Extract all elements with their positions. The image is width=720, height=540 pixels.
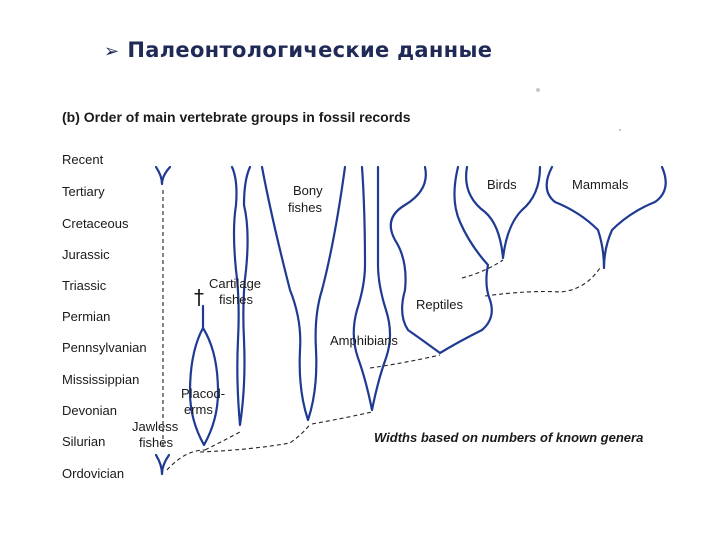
jawless-ordovician-branch <box>156 455 169 474</box>
era-label-devonian: Devonian <box>62 403 117 418</box>
label-cartilage-fishes-line1: Cartilage <box>209 276 262 291</box>
label-jawless-fishes-line1: Jawless <box>132 419 179 434</box>
era-label-recent: Recent <box>62 152 104 167</box>
lineage-placoderms <box>190 306 218 445</box>
label-amphibians: Amphibians <box>330 333 398 348</box>
group-labels <box>132 177 629 450</box>
label-bony-fishes-line1: Bony <box>293 183 323 198</box>
jawless-recent-branch <box>156 167 170 184</box>
lineage-reptiles <box>391 167 492 353</box>
label-reptiles: Reptiles <box>416 297 463 312</box>
widths-note: Widths based on numbers of known genera <box>374 430 644 445</box>
label-placoderms-line1: Placod- <box>181 386 226 401</box>
label-birds: Birds <box>487 177 517 192</box>
lineage-amphibians <box>354 167 390 410</box>
connector-mammals <box>485 268 600 296</box>
era-label-cretaceous: Cretaceous <box>62 216 129 231</box>
connector-birds <box>462 260 503 278</box>
slide-title-text: Палеонтологические данные <box>127 38 493 62</box>
bullet-arrow-icon: ➢ <box>104 41 120 62</box>
connector-reptiles <box>370 355 440 368</box>
scan-speck <box>619 129 621 131</box>
label-placoderms-line2: erms <box>184 402 213 417</box>
label-cartilage-fishes-line2: fishes <box>219 292 253 307</box>
ancestry-connectors <box>163 190 600 470</box>
label-jawless-fishes-line2: fishes <box>139 435 173 450</box>
era-label-jurassic: Jurassic <box>62 247 110 262</box>
label-bony-fishes-line2: fishes <box>288 200 322 215</box>
era-label-ordovician: Ordovician <box>62 466 125 481</box>
era-label-mississippian: Mississippian <box>62 372 140 387</box>
label-mammals: Mammals <box>572 177 629 192</box>
connector-jawless-placoderms <box>167 450 205 470</box>
scan-speck <box>536 88 540 92</box>
figure-subtitle: (b) Order of main vertebrate groups in fossil records <box>62 109 411 125</box>
era-label-silurian: Silurian <box>62 434 106 449</box>
connector-amphibians <box>312 412 372 424</box>
era-label-tertiary: Tertiary <box>62 184 105 199</box>
era-label-triassic: Triassic <box>62 278 107 293</box>
extinct-dagger-mark: † <box>194 285 204 309</box>
connector-bony <box>200 424 310 452</box>
era-label-pennsylvanian: Pennsylvanian <box>62 340 147 355</box>
era-label-permian: Permian <box>62 309 111 324</box>
